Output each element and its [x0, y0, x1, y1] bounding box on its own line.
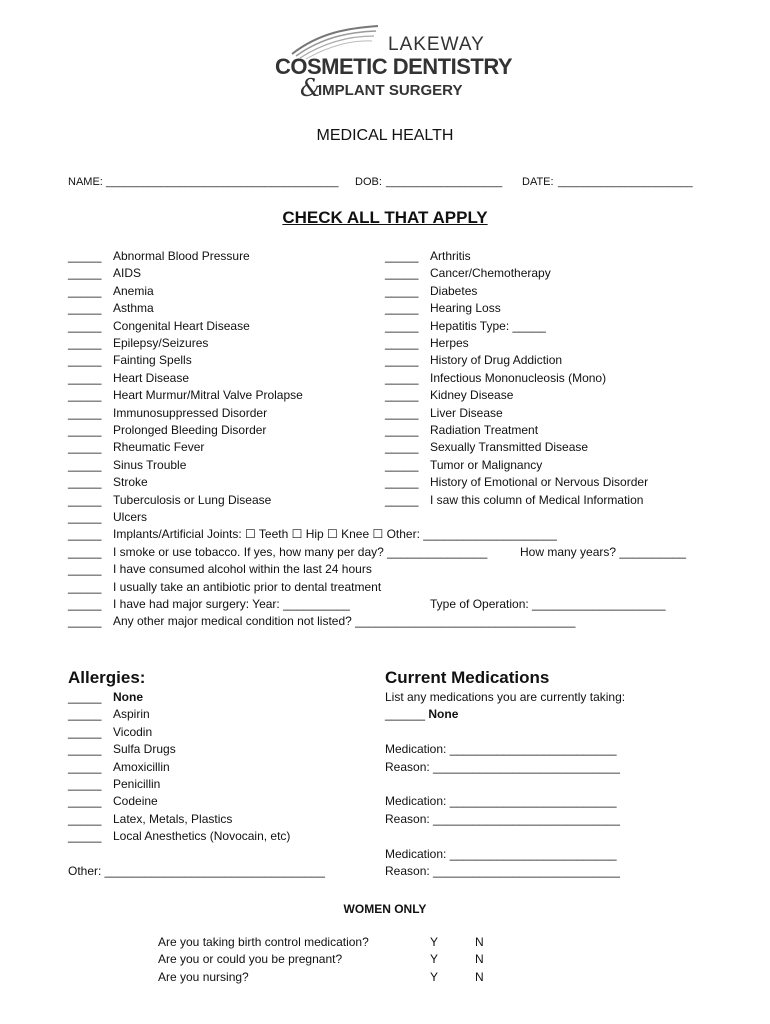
- check-blank[interactable]: _____: [385, 301, 419, 316]
- women-only-heading: WOMEN ONLY: [343, 902, 427, 916]
- check-blank[interactable]: _____: [68, 510, 102, 524]
- reason-field-2[interactable]: Reason: ____________________________: [385, 811, 620, 826]
- condition-label: Rheumatic Fever: [113, 440, 205, 455]
- check-blank[interactable]: _____: [68, 742, 102, 757]
- check-blank[interactable]: _____: [68, 475, 102, 490]
- condition-label: Immunosuppressed Disorder: [113, 405, 268, 420]
- check-blank[interactable]: _____: [68, 283, 102, 298]
- yes-option[interactable]: Y: [430, 935, 439, 949]
- condition-label: Kidney Disease: [430, 388, 514, 403]
- check-blank[interactable]: _____: [385, 405, 419, 420]
- condition-label: Asthma: [113, 301, 154, 316]
- dob-field[interactable]: ___________________: [386, 176, 503, 188]
- check-blank[interactable]: _____: [68, 249, 102, 263]
- condition-label: Congenital Heart Disease: [113, 318, 250, 333]
- condition-label: Radiation Treatment: [430, 423, 539, 437]
- check-blank[interactable]: _____: [385, 388, 419, 403]
- check-blank[interactable]: _____: [68, 579, 102, 594]
- condition-label: AIDS: [113, 266, 142, 281]
- check-blank[interactable]: _____: [68, 829, 102, 844]
- condition-label: History of Emotional or Nervous Disorder: [430, 475, 649, 490]
- practice-logo: [270, 24, 513, 104]
- allergy-label: Local Anesthetics (Novocain, etc): [113, 829, 291, 844]
- condition-label: Anemia: [113, 283, 154, 298]
- no-option[interactable]: N: [475, 935, 484, 949]
- other-condition-label: Any other major medical condition not listed? _________________________________: [113, 614, 576, 629]
- condition-label: Sinus Trouble: [113, 457, 187, 472]
- check-blank[interactable]: _____: [68, 318, 102, 333]
- tobacco-label: I smoke or use tobacco. If yes, how many per day? _______________: [113, 544, 488, 559]
- condition-label: Prolonged Bleeding Disorder: [113, 423, 267, 437]
- condition-label: Heart Disease: [113, 370, 190, 385]
- check-blank[interactable]: _____: [385, 283, 419, 298]
- medications-intro: List any medications you are currently taking:: [385, 690, 626, 704]
- check-blank[interactable]: _____: [68, 370, 102, 385]
- check-blank[interactable]: _____: [385, 318, 419, 333]
- check-blank[interactable]: _____: [68, 690, 102, 704]
- check-blank[interactable]: _____: [68, 724, 102, 739]
- check-blank[interactable]: _____: [385, 266, 419, 281]
- condition-label: Stroke: [113, 475, 148, 490]
- check-blank[interactable]: ______: [385, 707, 426, 722]
- check-blank[interactable]: _____: [68, 777, 102, 791]
- check-blank[interactable]: _____: [68, 388, 102, 403]
- medications-none-label: None: [428, 707, 459, 722]
- name-field[interactable]: ______________________________________: [106, 176, 339, 188]
- check-blank[interactable]: _____: [385, 475, 419, 490]
- check-blank[interactable]: _____: [385, 249, 419, 263]
- nursing-question: Are you nursing?: [158, 969, 249, 984]
- check-blank[interactable]: _____: [68, 301, 102, 316]
- condition-label: Fainting Spells: [113, 353, 192, 368]
- check-blank[interactable]: _____: [385, 423, 419, 437]
- check-blank[interactable]: _____: [68, 423, 102, 437]
- pregnant-question: Are you or could you be pregnant?: [158, 952, 343, 967]
- medications-none-row[interactable]: [385, 706, 458, 723]
- date-label: DATE:: [522, 176, 554, 188]
- check-blank[interactable]: _____: [68, 336, 102, 350]
- name-label: NAME:: [68, 176, 103, 188]
- page-title: MEDICAL HEALTH: [316, 127, 454, 144]
- check-blank[interactable]: _____: [68, 759, 102, 774]
- medication-field-1[interactable]: Medication: _________________________: [385, 742, 617, 757]
- allergy-label: Vicodin: [113, 724, 153, 739]
- check-blank[interactable]: _____: [68, 266, 102, 281]
- condition-label: Sexually Transmitted Disease: [430, 440, 589, 455]
- logo-implant-surgery: IMPLANT SURGERY: [318, 82, 463, 99]
- check-blank[interactable]: _____: [385, 370, 419, 385]
- condition-label: Liver Disease: [430, 405, 503, 420]
- condition-label: Tuberculosis or Lung Disease: [113, 492, 272, 507]
- check-blank[interactable]: _____: [68, 405, 102, 420]
- check-blank[interactable]: _____: [385, 492, 419, 507]
- condition-label: I saw this column of Medical Information: [430, 492, 644, 507]
- surgery-label: I have had major surgery: Year: __________: [113, 597, 350, 611]
- dob-label: DOB:: [355, 176, 382, 188]
- implants-label: Implants/Artificial Joints: ☐ Teeth ☐ Hip ☐ Knee ☐ Other: ____________________: [113, 527, 557, 542]
- condition-label: Abnormal Blood Pressure: [113, 249, 250, 263]
- no-option[interactable]: N: [475, 952, 484, 967]
- check-blank[interactable]: _____: [385, 353, 419, 368]
- allergy-label: Aspirin: [113, 707, 150, 722]
- check-blank[interactable]: _____: [385, 457, 419, 472]
- date-field[interactable]: ______________________: [558, 176, 693, 188]
- alcohol-label: I have consumed alcohol within the last 24 hours: [113, 562, 372, 577]
- allergy-label: Sulfa Drugs: [113, 742, 176, 757]
- check-blank[interactable]: _____: [68, 440, 102, 455]
- surgery-type-field[interactable]: Type of Operation: ____________________: [430, 597, 666, 611]
- yes-option[interactable]: Y: [430, 952, 439, 967]
- check-blank[interactable]: _____: [68, 707, 102, 722]
- check-blank[interactable]: _____: [68, 353, 102, 368]
- check-blank[interactable]: _____: [68, 527, 102, 542]
- allergy-label: Amoxicillin: [113, 759, 170, 774]
- check-all-heading: CHECK ALL THAT APPLY: [282, 208, 488, 227]
- allergy-label: Penicillin: [113, 777, 161, 791]
- allergy-label: Codeine: [113, 794, 158, 809]
- no-option[interactable]: N: [475, 969, 484, 984]
- medications-heading: Current Medications: [385, 668, 550, 687]
- condition-label: Epilepsy/Seizures: [113, 336, 209, 350]
- condition-label: Herpes: [430, 336, 469, 350]
- condition-label: Arthritis: [430, 249, 471, 263]
- condition-label: Tumor or Malignancy: [430, 457, 543, 472]
- condition-label: History of Drug Addiction: [430, 353, 563, 368]
- condition-label: Diabetes: [430, 283, 478, 298]
- logo-cosmetic-dentistry: COSMETIC DENTISTRY: [275, 54, 513, 79]
- yes-option[interactable]: Y: [430, 969, 439, 984]
- check-blank[interactable]: _____: [68, 544, 102, 559]
- allergy-other-field[interactable]: Other: _________________________________: [68, 864, 325, 878]
- condition-label: Heart Murmur/Mitral Valve Prolapse: [113, 388, 303, 403]
- medication-field-2[interactable]: Medication: _________________________: [385, 794, 617, 809]
- allergy-label: Latex, Metals, Plastics: [113, 811, 233, 826]
- tobacco-years-field[interactable]: How many years? __________: [520, 544, 687, 559]
- condition-label: Hepatitis Type: _____: [430, 318, 546, 333]
- check-blank[interactable]: _____: [68, 597, 102, 611]
- antibiotic-label: I usually take an antibiotic prior to dental treatment: [113, 579, 382, 594]
- check-blank[interactable]: _____: [68, 614, 102, 629]
- check-blank[interactable]: _____: [68, 562, 102, 577]
- check-blank[interactable]: _____: [68, 457, 102, 472]
- check-blank[interactable]: _____: [385, 336, 419, 350]
- reason-field-3[interactable]: Reason: ____________________________: [385, 864, 620, 878]
- condition-label: Ulcers: [113, 510, 148, 524]
- logo-ampersand: &: [300, 74, 322, 102]
- allergies-heading: Allergies:: [68, 668, 146, 687]
- logo-lakeway: LAKEWAY: [388, 34, 485, 55]
- check-blank[interactable]: _____: [68, 492, 102, 507]
- check-blank[interactable]: _____: [385, 440, 419, 455]
- check-blank[interactable]: _____: [68, 811, 102, 826]
- condition-label: Hearing Loss: [430, 301, 501, 316]
- condition-label: Infectious Mononucleosis (Mono): [430, 370, 607, 385]
- check-blank[interactable]: _____: [68, 794, 102, 809]
- medication-field-3[interactable]: Medication: _________________________: [385, 846, 617, 861]
- reason-field-1[interactable]: Reason: ____________________________: [385, 759, 620, 774]
- allergy-label: None: [113, 690, 143, 704]
- condition-label: Cancer/Chemotherapy: [430, 266, 551, 281]
- birth-control-question: Are you taking birth control medication?: [158, 935, 369, 949]
